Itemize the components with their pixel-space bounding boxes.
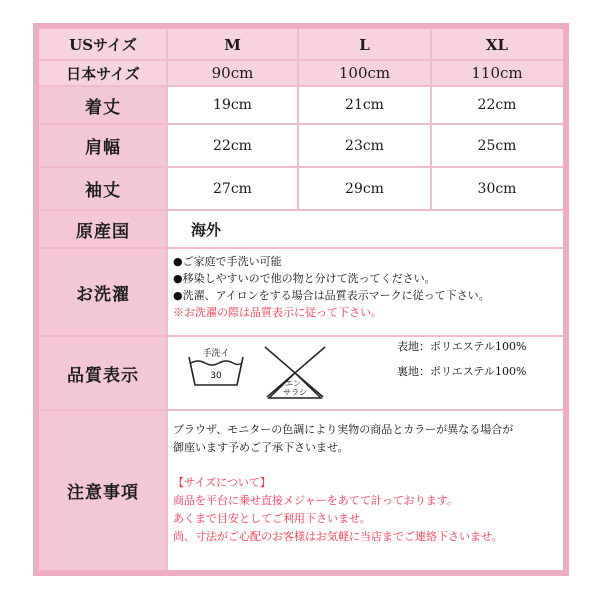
divider bbox=[166, 29, 168, 570]
sleeve-l: 29cm bbox=[298, 167, 431, 210]
row-label-quality: 品質表示 bbox=[39, 336, 167, 410]
us-size-label: USサイズ bbox=[39, 29, 167, 60]
row-label-shoulder: 肩幅 bbox=[39, 124, 167, 167]
notes-line: ブラウザ、モニターの色調により実物の商品とカラーが異なる場合が bbox=[173, 423, 514, 436]
row-label-length: 着丈 bbox=[39, 86, 167, 124]
divider bbox=[39, 59, 563, 61]
outer-fabric: 表地：ポリエステル100% bbox=[397, 340, 527, 353]
divider bbox=[39, 335, 563, 337]
length-xl: 22cm bbox=[431, 86, 563, 124]
size-note-line: あくまで目安としてご利用下さいませ。 bbox=[173, 512, 371, 525]
lining-fabric: 裏地：ポリエステル100% bbox=[397, 365, 527, 378]
us-size-xl: XL bbox=[431, 29, 563, 60]
row-label-washing: お洗濯 bbox=[39, 248, 167, 336]
divider bbox=[39, 123, 563, 125]
hand-wash-label: 手洗イ bbox=[202, 349, 230, 359]
no-bleach-label-2: サラシ bbox=[283, 388, 307, 397]
length-l: 21cm bbox=[298, 86, 431, 124]
washing-warning: ※お洗濯の際は品質表示に従って下さい。 bbox=[173, 306, 382, 319]
info-table bbox=[39, 29, 563, 570]
jp-size-m: 90cm bbox=[167, 60, 298, 86]
divider bbox=[39, 409, 563, 411]
hand-wash-icon bbox=[185, 345, 247, 391]
size-note-line: 尚、寸法がご心配のお客様はお気軽に当店までご連絡下さいませ。 bbox=[173, 530, 503, 543]
divider bbox=[39, 247, 563, 249]
divider bbox=[39, 209, 563, 211]
size-note-heading: 【サイズについて】 bbox=[173, 476, 271, 489]
shoulder-m: 22cm bbox=[167, 124, 298, 167]
sleeve-m: 27cm bbox=[167, 167, 298, 210]
us-size-m: M bbox=[167, 29, 298, 60]
hand-wash-temp: 30 bbox=[210, 371, 222, 381]
no-bleach-label-1: エン bbox=[285, 379, 301, 388]
row-label-notes: 注意事項 bbox=[39, 410, 167, 570]
divider bbox=[430, 29, 432, 210]
shoulder-l: 23cm bbox=[298, 124, 431, 167]
length-m: 19cm bbox=[167, 86, 298, 124]
size-note-line: 商品を平台に乗せ直接メジャーをあてて計っております。 bbox=[173, 494, 458, 507]
row-label-sleeve: 袖丈 bbox=[39, 167, 167, 210]
shoulder-xl: 25cm bbox=[431, 124, 563, 167]
notes-text bbox=[173, 421, 513, 546]
sleeve-xl: 30cm bbox=[431, 167, 563, 210]
jp-size-l: 100cm bbox=[298, 60, 431, 86]
jp-size-xl: 110cm bbox=[431, 60, 563, 86]
washing-line: ●ご家庭で手洗い可能 bbox=[173, 255, 282, 268]
divider bbox=[297, 29, 299, 210]
divider bbox=[39, 85, 563, 87]
notes-line: 御座います予めご了承下さいませ。 bbox=[173, 441, 349, 454]
washing-line: ●洗濯、アイロンをする場合は品質表示マークに従って下さい。 bbox=[173, 289, 490, 302]
washing-line: ●移染しやすいので他の物と分けて洗ってください。 bbox=[173, 272, 436, 285]
row-label-origin: 原産国 bbox=[39, 210, 167, 248]
product-info-sheet bbox=[33, 23, 569, 576]
jp-size-label: 日本サイズ bbox=[39, 60, 167, 86]
no-bleach-icon bbox=[259, 343, 331, 401]
divider bbox=[39, 166, 563, 168]
washing-text bbox=[173, 253, 490, 321]
us-size-l: L bbox=[298, 29, 431, 60]
origin-value: 海外 bbox=[167, 210, 563, 248]
